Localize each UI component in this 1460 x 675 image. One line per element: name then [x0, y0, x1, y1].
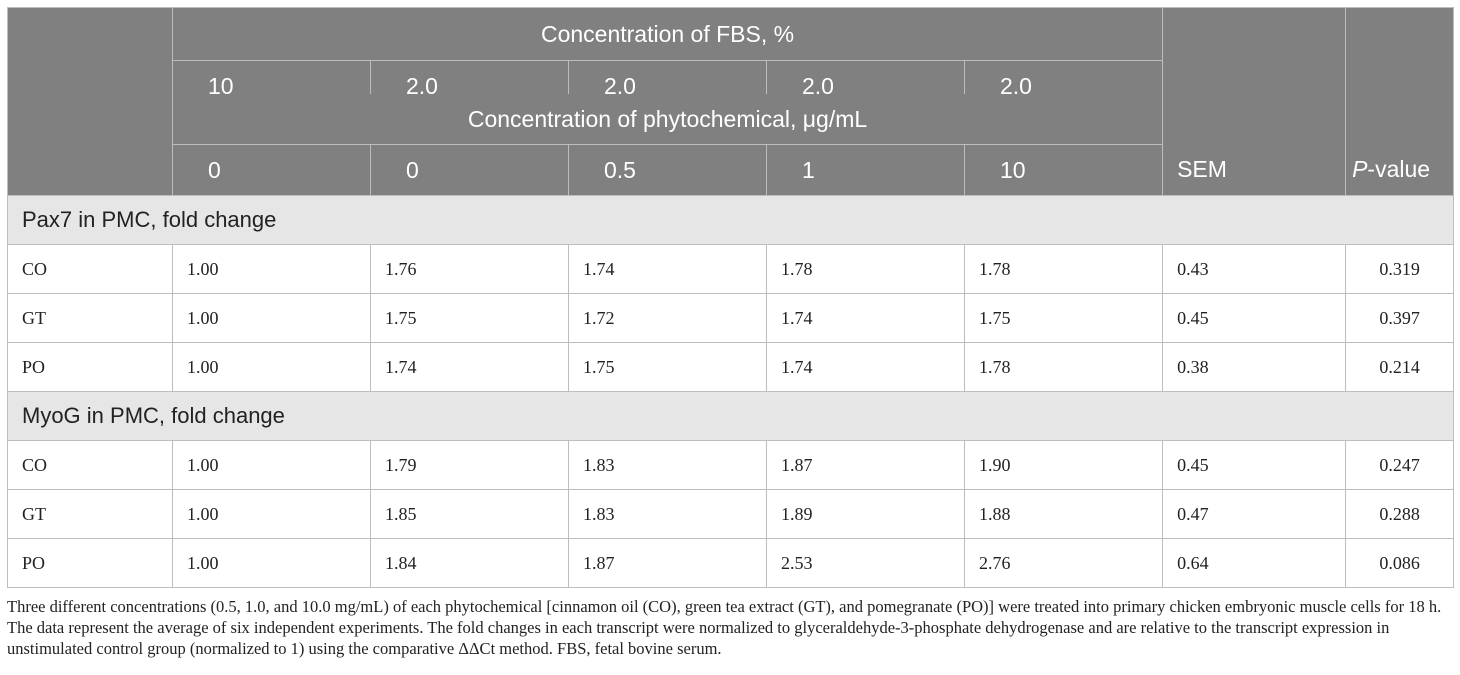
- cell-value: 1.78: [965, 343, 1163, 392]
- phyto-level: 1: [767, 145, 965, 196]
- cell-p-value: 0.086: [1346, 539, 1454, 588]
- cell-value: 1.84: [371, 539, 569, 588]
- cell-sem: 0.47: [1163, 490, 1346, 539]
- phytochemical-header: Concentration of phytochemical, μg/mL: [173, 94, 1163, 145]
- phyto-level: 10: [965, 145, 1163, 196]
- sem-header: SEM: [1163, 8, 1346, 196]
- table-footnote: Three different concentrations (0.5, 1.0, and 10.0 mg/mL) of each phytochemical [cinnamon oil (CO), green tea extract (GT), and pomegranate (PO)] were treated into primary chicken embryonic muscle cells for 18 h. The data represent the average of six independent experiments. The fold changes in each transcript were normalized to glyceraldehyde-3-phosphate dehydrogenase and are relative to the transcript expression in unstimulated control group (normalized to 1) using the comparative ΔΔCt method. FBS, fetal bovine serum.: [7, 597, 1442, 658]
- p-value-header: [1346, 8, 1454, 196]
- section-title-pax7: Pax7 in PMC, fold change: [8, 196, 1454, 245]
- cell-value: 1.72: [569, 294, 767, 343]
- cell-p-value: 0.397: [1346, 294, 1454, 343]
- cell-value: 1.74: [371, 343, 569, 392]
- cell-value: 2.53: [767, 539, 965, 588]
- cell-sem: 0.43: [1163, 245, 1346, 294]
- p-rest: -value: [1367, 156, 1431, 182]
- cell-p-value: 0.288: [1346, 490, 1454, 539]
- row-label: CO: [8, 441, 173, 490]
- cell-value: 1.79: [371, 441, 569, 490]
- cell-sem: 0.45: [1163, 441, 1346, 490]
- cell-value: 1.89: [767, 490, 965, 539]
- phyto-level: 0: [371, 145, 569, 196]
- cell-value: 1.78: [767, 245, 965, 294]
- phyto-level: 0: [173, 145, 371, 196]
- cell-value: 1.88: [965, 490, 1163, 539]
- p-italic: P: [1352, 156, 1368, 182]
- cell-sem: 0.45: [1163, 294, 1346, 343]
- cell-sem: 0.64: [1163, 539, 1346, 588]
- table-row: [8, 343, 1454, 392]
- cell-value: 2.76: [965, 539, 1163, 588]
- section-title-myog: MyoG in PMC, fold change: [8, 392, 1454, 441]
- row-label: PO: [8, 343, 173, 392]
- cell-value: 1.75: [965, 294, 1163, 343]
- row-label: PO: [8, 539, 173, 588]
- cell-value: 1.00: [173, 539, 371, 588]
- data-table: [7, 7, 1454, 588]
- table-row: [8, 294, 1454, 343]
- cell-value: 1.00: [173, 490, 371, 539]
- row-label: GT: [8, 294, 173, 343]
- cell-p-value: 0.319: [1346, 245, 1454, 294]
- fbs-level: 2.0: [767, 61, 965, 95]
- cell-p-value: 0.214: [1346, 343, 1454, 392]
- fbs-header: Concentration of FBS, %: [173, 8, 1163, 61]
- table-row: [8, 245, 1454, 294]
- table-row: [8, 490, 1454, 539]
- phyto-level: 0.5: [569, 145, 767, 196]
- cell-value: 1.74: [767, 343, 965, 392]
- fbs-level: 2.0: [371, 61, 569, 95]
- header-empty-corner: [8, 8, 173, 196]
- cell-p-value: 0.247: [1346, 441, 1454, 490]
- cell-value: 1.00: [173, 294, 371, 343]
- row-label: CO: [8, 245, 173, 294]
- cell-sem: 0.38: [1163, 343, 1346, 392]
- cell-value: 1.00: [173, 343, 371, 392]
- cell-value: 1.78: [965, 245, 1163, 294]
- fbs-level: 2.0: [569, 61, 767, 95]
- cell-value: 1.83: [569, 441, 767, 490]
- cell-value: 1.00: [173, 245, 371, 294]
- cell-value: 1.74: [767, 294, 965, 343]
- cell-value: 1.76: [371, 245, 569, 294]
- table-figure: [7, 7, 1453, 659]
- cell-value: 1.83: [569, 490, 767, 539]
- row-label: GT: [8, 490, 173, 539]
- cell-value: 1.90: [965, 441, 1163, 490]
- fbs-level: 2.0: [965, 61, 1163, 95]
- fbs-level: 10: [173, 61, 371, 95]
- table-row: [8, 539, 1454, 588]
- cell-value: 1.75: [371, 294, 569, 343]
- table-row: [8, 441, 1454, 490]
- cell-value: 1.87: [767, 441, 965, 490]
- cell-value: 1.85: [371, 490, 569, 539]
- cell-value: 1.87: [569, 539, 767, 588]
- cell-value: 1.75: [569, 343, 767, 392]
- cell-value: 1.00: [173, 441, 371, 490]
- cell-value: 1.74: [569, 245, 767, 294]
